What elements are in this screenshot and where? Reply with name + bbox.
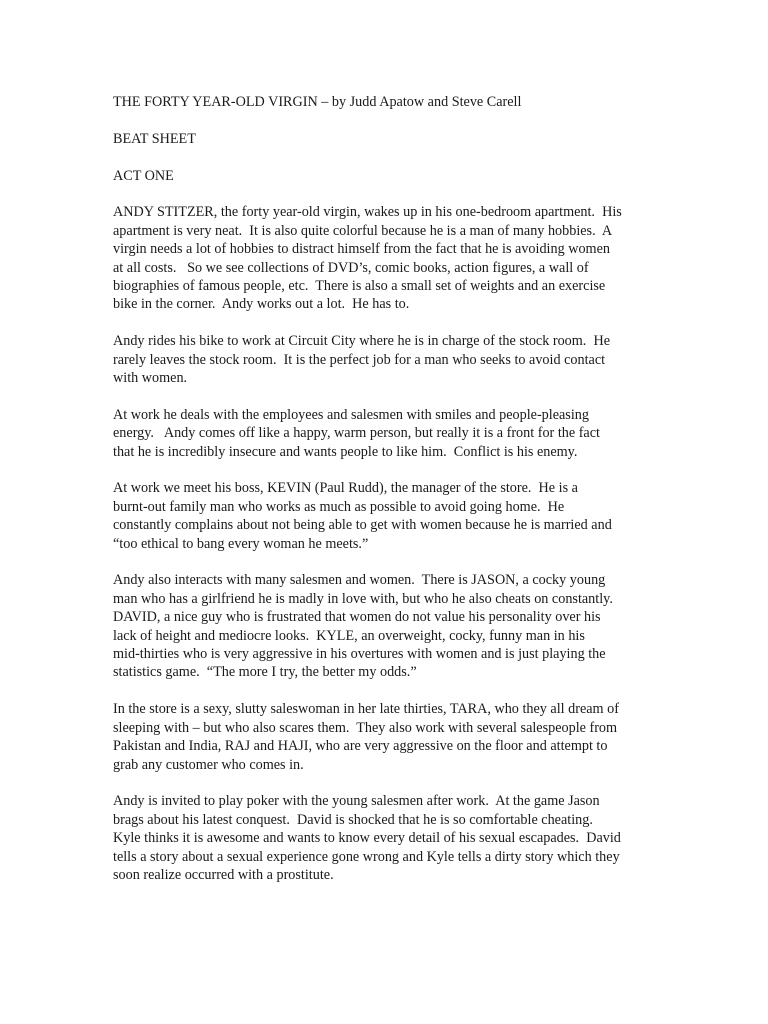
paragraph-line: DAVID, a nice guy who is frustrated that women do not value his personality over his	[113, 609, 601, 626]
paragraph-line: bike in the corner. Andy works out a lot. He has to.	[113, 296, 410, 313]
paragraph-line: grab any customer who comes in.	[113, 756, 304, 773]
paragraph-line: Pakistan and India, RAJ and HAJI, who are very aggressive on the floor and attempt to	[113, 738, 608, 755]
paragraph-line: biographies of famous people, etc. There is also a small set of weights and an exercise	[113, 278, 606, 295]
section-heading: ACT ONE	[113, 167, 174, 184]
document-body	[113, 93, 653, 903]
paragraph-line: sleeping with – but who also scares them. They also work with several salespeople from	[113, 719, 618, 736]
paragraph-line: constantly complains about not being able to get with women because he is married and	[113, 517, 612, 534]
paragraph-line: statistics game. “The more I try, the better my odds.”	[113, 664, 417, 681]
paragraph-line: man who has a girlfriend he is madly in love with, but who he also cheats on constantly.	[113, 590, 613, 607]
paragraph-line: rarely leaves the stock room. It is the perfect job for a man who seeks to avoid contact	[113, 351, 606, 368]
paragraph-line: “too ethical to bang every woman he meets.”	[113, 535, 369, 552]
paragraph-line: lack of height and mediocre looks. KYLE, an overweight, cocky, funny man in his	[113, 627, 585, 644]
paragraph-2	[113, 332, 653, 387]
paragraph-line: At work we meet his boss, KEVIN (Paul Rudd), the manager of the store. He is a	[113, 480, 578, 497]
paragraph-line: brags about his latest conquest. David is shocked that he is so comfortable cheating.	[113, 811, 593, 828]
paragraph-line: burnt-out family man who works as much as possible to avoid going home. He	[113, 498, 565, 515]
paragraph-line: apartment is very neat. It is also quite colorful because he is a man of many hobbies. A	[113, 222, 613, 239]
paragraph-line: that he is incredibly insecure and wants people to like him. Conflict is his enemy.	[113, 443, 578, 460]
paragraph-1	[113, 203, 653, 313]
paragraph-line: Andy is invited to play poker with the young salesmen after work. At the game Jason	[113, 793, 600, 810]
paragraph-line: ANDY STITZER, the forty year-old virgin, wakes up in his one-bedroom apartment. His	[113, 204, 622, 221]
paragraph-line: energy. Andy comes off like a happy, warm person, but really it is a front for the fact	[113, 425, 600, 442]
paragraph-line: mid-thirties who is very aggressive in his overtures with women and is just playing the	[113, 646, 606, 663]
paragraph-line: At work he deals with the employees and salesmen with smiles and people-pleasing	[113, 406, 589, 423]
paragraph-3	[113, 406, 653, 461]
paragraph-line: Andy rides his bike to work at Circuit City where he is in charge of the stock room. He	[113, 333, 610, 350]
document-title: THE FORTY YEAR-OLD VIRGIN – by Judd Apatow and Steve Carell	[113, 94, 522, 110]
paragraph-4	[113, 479, 653, 553]
paragraph-line: Andy also interacts with many salesmen and women. There is JASON, a cocky young	[113, 572, 606, 589]
document-subtitle: BEAT SHEET	[113, 130, 196, 147]
paragraph-line: virgin needs a lot of hobbies to distract himself from the fact that he is avoiding women	[113, 241, 610, 258]
paragraph-line: tells a story about a sexual experience gone wrong and Kyle tells a dirty story which they	[113, 848, 620, 865]
paragraph-6	[113, 700, 653, 774]
paragraph-line: soon realize occurred with a prostitute.	[113, 866, 334, 883]
paragraph-line: with women.	[113, 370, 188, 387]
paragraph-5	[113, 571, 653, 681]
paragraph-line: In the store is a sexy, slutty saleswoman in her late thirties, TARA, who they all dream of	[113, 701, 619, 718]
paragraph-line: at all costs. So we see collections of DVD’s, comic books, action figures, a wall of	[113, 259, 589, 276]
paragraph-7	[113, 792, 653, 884]
paragraph-line: Kyle thinks it is awesome and wants to know every detail of his sexual escapades. David	[113, 830, 621, 847]
